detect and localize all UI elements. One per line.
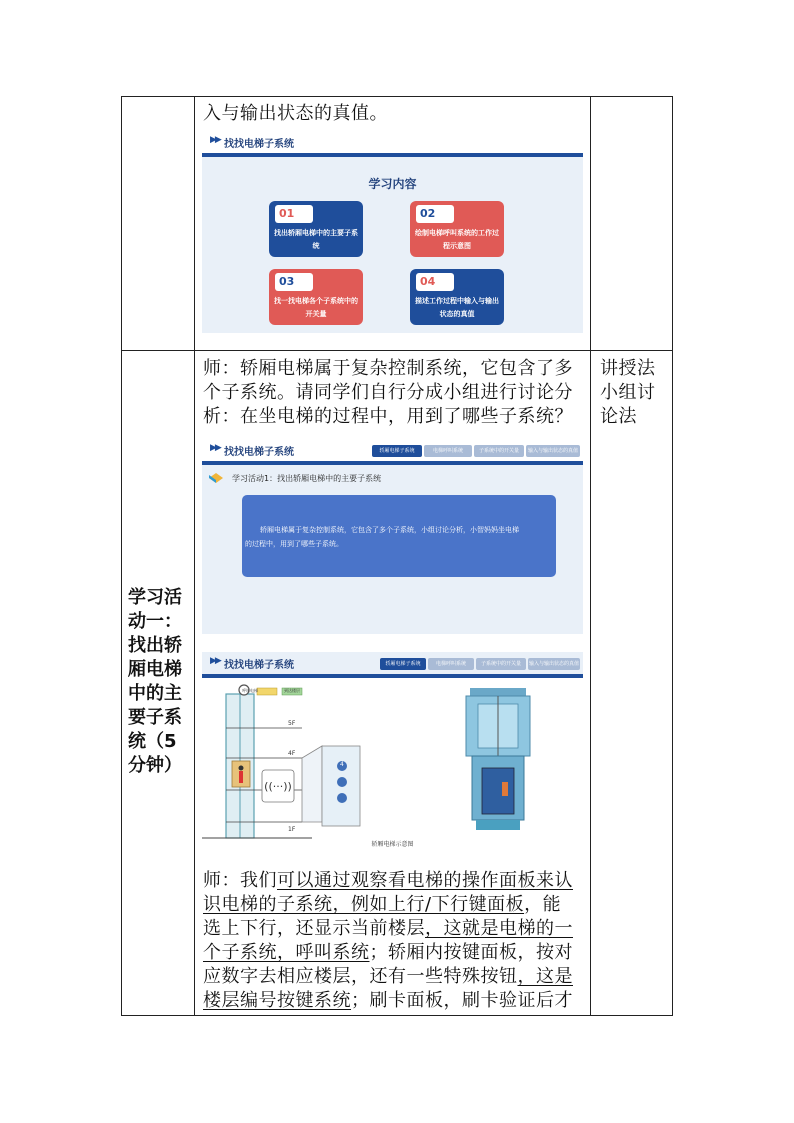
slide-elevator-diagram	[202, 652, 583, 852]
activity-label-line: 学习活	[128, 587, 182, 608]
underlined-span: 识电梯的子系统，例如上行/下行键面板	[203, 894, 525, 915]
intro-line: 师：轿厢电梯属于复杂控制系统，它包含了多	[203, 358, 573, 379]
activity-label-line: 找出轿	[128, 635, 182, 656]
slide-header	[202, 131, 583, 157]
activity-title: 学习活动1：找出轿厢电梯中的主要子系统	[232, 474, 382, 483]
slide-header-title: 找找电梯子系统	[224, 660, 294, 671]
content-card-04	[410, 269, 504, 325]
text-span: 应数字去相应楼层，还有一些特殊按钮	[203, 966, 518, 987]
play-arrows-icon: ▶▶	[210, 656, 220, 666]
activity-label-line: 要子系	[128, 707, 182, 728]
floor-label: 1F	[288, 826, 296, 833]
slide-header-title: 找找电梯子系统	[224, 447, 294, 458]
slide-tab: 子系统中的开关量	[476, 658, 526, 670]
elevator-building-illustration	[202, 678, 583, 852]
play-arrows-icon: ▶▶	[210, 135, 220, 145]
slide-header-title: 找找电梯子系统	[224, 139, 294, 150]
teaching-methods	[600, 357, 656, 429]
book-icon	[208, 469, 224, 485]
underlined-span: 楼层编号按键系统	[203, 990, 351, 1011]
content-card-01	[269, 201, 363, 257]
row-divider	[122, 350, 672, 351]
slide-tab: 子系统中的开关量	[474, 445, 524, 457]
column-divider	[194, 97, 195, 1015]
column-divider	[590, 97, 591, 1015]
arrive-floor-label: 到达楼层	[284, 688, 300, 693]
slide-tab: 电梯呼叫系统	[428, 658, 474, 670]
text-span: 师：我们	[203, 870, 277, 891]
slide-activity	[202, 439, 583, 634]
card-label: 描述工作过程中输入与输出状态的真值	[415, 297, 499, 318]
activity-prompt-box	[242, 495, 556, 577]
explanation-line	[203, 989, 573, 1013]
slide-tab: 电梯呼叫系统	[424, 445, 472, 457]
text-span: ；轿厢内按键面板，按对	[369, 942, 573, 963]
slide-tab: 轿厢电梯子系统	[372, 445, 422, 457]
prompt-line: 的过程中，用到了哪些子系统。	[245, 540, 343, 548]
slide-header	[202, 439, 583, 465]
teacher-intro	[203, 357, 573, 429]
method-line: 小组讨	[600, 382, 656, 403]
underlined-span: ，这就是电梯的一	[425, 918, 573, 939]
svg-text:((···)): ((···))	[264, 780, 292, 793]
activity-label-line: 厢电梯	[128, 659, 182, 680]
intro-line: 析：在坐电梯的过程中，用到了哪些子系统？	[203, 406, 573, 427]
content-card-03	[269, 269, 363, 325]
explanation-line	[203, 941, 573, 965]
activity-label-line: 统（5	[128, 731, 177, 752]
card-number: 02	[416, 205, 454, 223]
prompt-line: 轿厢电梯属于复杂控制系统，它包含了多个子系统，小组讨论分析，小智妈妈坐电梯	[260, 526, 519, 534]
slide-tab: 输入与输出状态的真值	[528, 658, 580, 670]
text-span: 选上下行，还显示当前楼层	[203, 918, 425, 939]
play-arrows-icon: ▶▶	[210, 443, 220, 453]
card-number: 03	[275, 273, 313, 291]
floor-label: 4F	[288, 750, 296, 757]
method-line: 讲授法	[600, 358, 656, 379]
text-span: ，能	[524, 894, 562, 915]
activity-label-line: 动一：	[128, 611, 182, 632]
slide-learning-content	[202, 131, 583, 333]
underlined-span: 可以通过观察看电梯的操作面板来认	[277, 870, 573, 891]
intro-line: 个子系统。请同学们自行分成小组进行讨论分	[203, 382, 573, 403]
card-label: 找出轿厢电梯中的主要子系统	[274, 229, 358, 250]
slide-header	[202, 652, 583, 678]
call-elevator-label: 呼叫电梯	[242, 688, 258, 693]
slide-tab: 轿厢电梯子系统	[380, 658, 426, 670]
panel-number: 4	[340, 761, 344, 768]
explanation-line	[203, 965, 573, 989]
slide-heading: 学习内容	[368, 177, 417, 191]
activity-label-line: 中的主	[128, 683, 182, 704]
content-card-02	[410, 201, 504, 257]
card-number: 01	[275, 205, 313, 223]
explanation-line	[203, 893, 573, 917]
activity-label	[128, 586, 190, 778]
teacher-explanation	[203, 869, 573, 1013]
card-label: 绘制电梯呼叫系统的工作过程示意图	[415, 229, 499, 250]
explanation-line	[203, 869, 573, 893]
text-span: ；刷卡面板，刷卡验证后才	[351, 990, 573, 1011]
activity-label-line: 分钟）	[128, 755, 182, 776]
card-number: 04	[416, 273, 454, 291]
card-label: 找一找电梯各个子系统中的开关量	[274, 297, 358, 318]
underlined-span: ，这是	[517, 966, 573, 987]
underlined-span: 个子系统，呼叫系统	[203, 942, 370, 963]
explanation-line	[203, 917, 573, 941]
method-line: 论法	[600, 406, 637, 427]
floor-label: 5F	[288, 720, 296, 727]
row1-text: 入与输出状态的真值。	[203, 103, 388, 124]
diagram-caption: 轿厢电梯示意图	[371, 841, 414, 848]
slide-tab: 输入与输出状态的真值	[526, 445, 580, 457]
